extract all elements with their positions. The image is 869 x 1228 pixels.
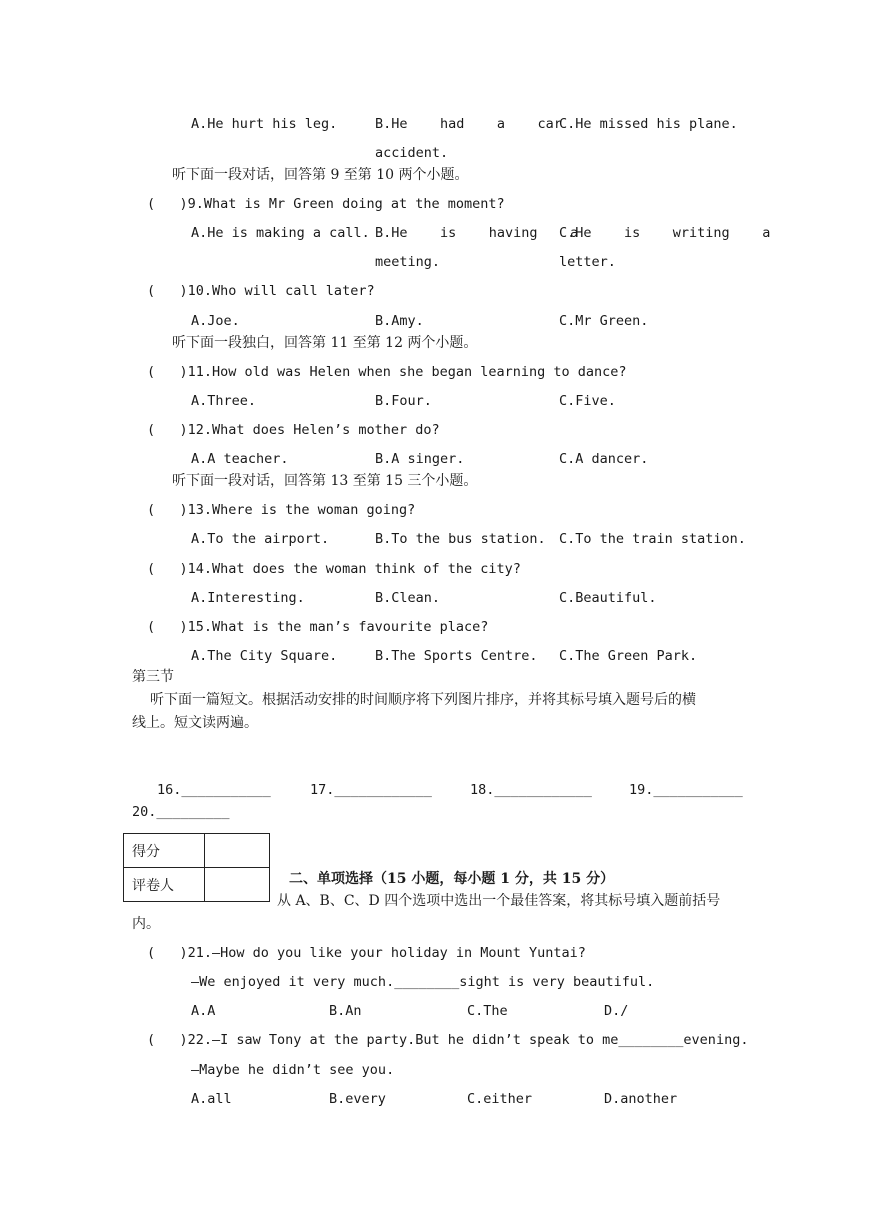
q21-option-c: C.The bbox=[467, 1003, 508, 1019]
q10-option-c: C.Mr Green. bbox=[559, 313, 649, 329]
q8-option-a: A.He hurt his leg. bbox=[191, 116, 338, 132]
q9-option-a: A.He is making a call. bbox=[191, 225, 370, 241]
q22-stem: ( )22.—I saw Tony at the party.But he didn’t speak to me________evening. bbox=[147, 1032, 749, 1048]
score-cell[interactable] bbox=[205, 834, 270, 868]
q21-option-a: A.A bbox=[191, 1003, 216, 1019]
monologue-11-12-instruction: 听下面一段独白，回答第 11 至第 12 两个小题。 bbox=[172, 335, 478, 351]
q14-option-a: A.Interesting. bbox=[191, 590, 305, 606]
q11-option-a: A.Three. bbox=[191, 393, 257, 409]
q12-option-c: C.A dancer. bbox=[559, 451, 649, 467]
section3-instruction-line2: 线上。短文读两遍。 bbox=[132, 715, 258, 731]
answer-blank-19[interactable]: 19.___________ bbox=[629, 782, 743, 798]
q12-option-a: A.A teacher. bbox=[191, 451, 289, 467]
dialogue-9-10-instruction: 听下面一段对话，回答第 9 至第 10 两个小题。 bbox=[172, 167, 469, 183]
q12-option-b: B.A singer. bbox=[375, 451, 465, 467]
q13-option-c: C.To the train station. bbox=[559, 531, 746, 547]
q22-option-c: C.either bbox=[467, 1091, 533, 1107]
q21-option-d: D./ bbox=[604, 1003, 629, 1019]
q8-option-b-cont: accident. bbox=[375, 145, 449, 161]
q10-stem: ( )10.Who will call later? bbox=[147, 283, 375, 299]
q9-stem: ( )9.What is Mr Green doing at the moment? bbox=[147, 196, 505, 212]
q13-option-b: B.To the bus station. bbox=[375, 531, 546, 547]
q22-line2: —Maybe he didn’t see you. bbox=[191, 1062, 395, 1078]
section3-instruction-line1: 听下面一篇短文。根据活动安排的时间顺序将下列图片排序，并将其标号填入题号后的横 bbox=[150, 692, 696, 708]
q8-option-b: B.He had a car bbox=[375, 116, 562, 132]
q10-option-a: A.Joe. bbox=[191, 313, 240, 329]
q21-line2: —We enjoyed it very much.________sight is very beautiful. bbox=[191, 974, 655, 990]
part2-instruction-line2: 内。 bbox=[132, 916, 160, 932]
q22-option-b: B.every bbox=[329, 1091, 386, 1107]
q14-option-b: B.Clean. bbox=[375, 590, 441, 606]
q12-stem: ( )12.What does Helen’s mother do? bbox=[147, 422, 440, 438]
q15-stem: ( )15.What is the man’s favourite place? bbox=[147, 619, 489, 635]
part2-title: 二、单项选择（15 小题，每小题 1 分，共 15 分） bbox=[289, 871, 615, 887]
part2-instruction-line1: 从 A、B、C、D 四个选项中选出一个最佳答案，将其标号填入题前括号 bbox=[277, 893, 721, 909]
dialogue-13-15-instruction: 听下面一段对话，回答第 13 至第 15 三个小题。 bbox=[172, 473, 478, 489]
q15-option-a: A.The City Square. bbox=[191, 648, 338, 664]
q13-option-a: A.To the airport. bbox=[191, 531, 330, 547]
q9-option-c: C.He is writing a bbox=[559, 225, 771, 241]
answer-blank-20[interactable]: 20._________ bbox=[132, 804, 230, 820]
answer-blank-17[interactable]: 17.____________ bbox=[310, 782, 432, 798]
score-label: 得分 bbox=[124, 834, 205, 868]
q10-option-b: B.Amy. bbox=[375, 313, 424, 329]
q8-option-c: C.He missed his plane. bbox=[559, 116, 738, 132]
q21-option-b: B.An bbox=[329, 1003, 362, 1019]
answer-blank-16[interactable]: 16.___________ bbox=[157, 782, 271, 798]
q9-option-b-cont: meeting. bbox=[375, 254, 441, 270]
grader-cell[interactable] bbox=[205, 868, 270, 902]
q21-stem: ( )21.—How do you like your holiday in Mount Yuntai? bbox=[147, 945, 586, 961]
q15-option-c: C.The Green Park. bbox=[559, 648, 698, 664]
answer-blank-18[interactable]: 18.____________ bbox=[470, 782, 592, 798]
q9-option-b: B.He is having a bbox=[375, 225, 579, 241]
q14-option-c: C.Beautiful. bbox=[559, 590, 657, 606]
q13-stem: ( )13.Where is the woman going? bbox=[147, 502, 416, 518]
q15-option-b: B.The Sports Centre. bbox=[375, 648, 538, 664]
q22-option-a: A.all bbox=[191, 1091, 232, 1107]
score-table bbox=[123, 833, 270, 902]
grader-label: 评卷人 bbox=[124, 868, 205, 902]
q11-option-c: C.Five. bbox=[559, 393, 616, 409]
q22-option-d: D.another bbox=[604, 1091, 678, 1107]
q11-option-b: B.Four. bbox=[375, 393, 432, 409]
section3-title: 第三节 bbox=[132, 669, 174, 685]
q14-stem: ( )14.What does the woman think of the city? bbox=[147, 561, 521, 577]
q11-stem: ( )11.How old was Helen when she began learning to dance? bbox=[147, 364, 627, 380]
q9-option-c-cont: letter. bbox=[559, 254, 616, 270]
